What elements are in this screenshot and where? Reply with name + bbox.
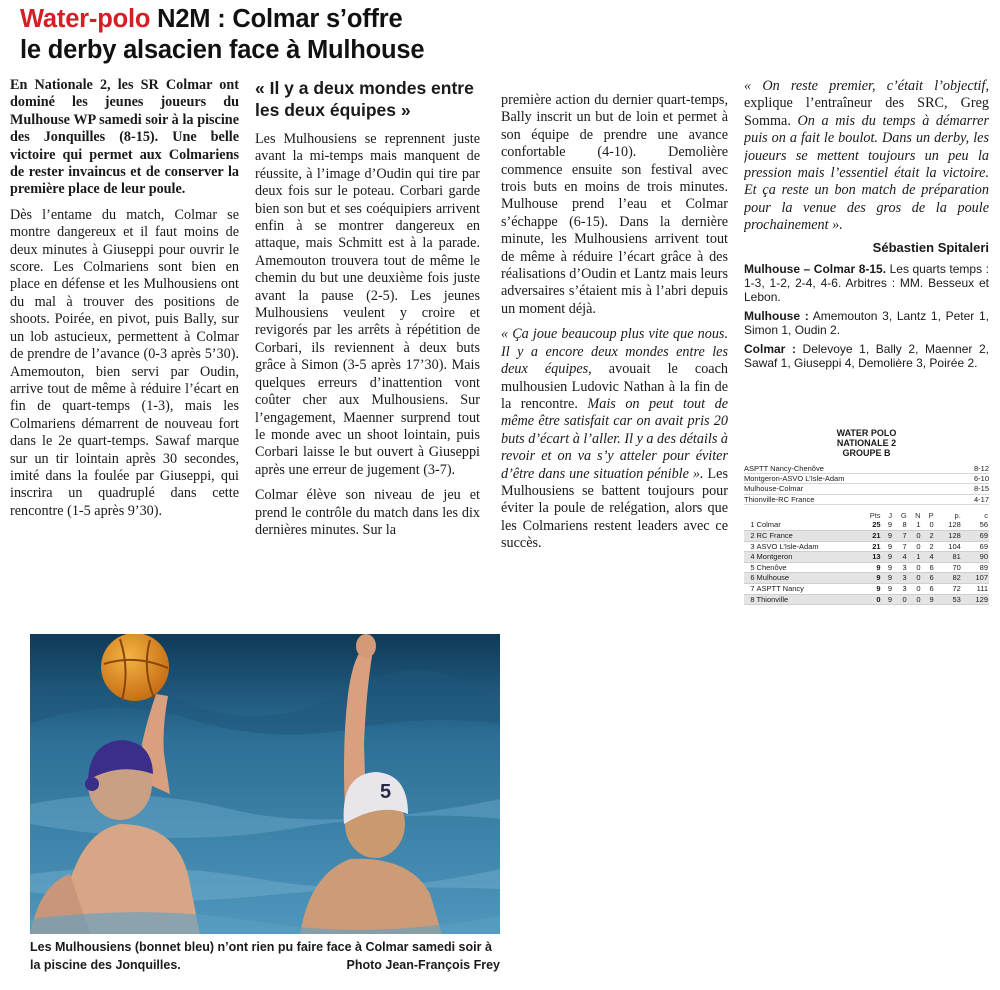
article-paragraph: Colmar élève son niveau de jeu et prend le contrôle du match dans les dix dernières minutes. Sur la <box>255 487 480 538</box>
fixture-score: 6-10 <box>973 474 989 484</box>
standings-pc: 129 <box>962 594 989 605</box>
standings-g: 0 <box>893 594 908 605</box>
standings-team: RC France <box>756 531 858 542</box>
quote-attribution: avouait le coach mulhousien Ludovic Nathan à la fin de la rencontre. <box>501 361 728 412</box>
photo-illustration <box>30 634 500 934</box>
water-polo-photo <box>30 634 500 934</box>
standings-pc: 69 <box>962 541 989 552</box>
standings-n: 1 <box>908 552 922 563</box>
standings-j: 9 <box>882 583 894 594</box>
standings-row <box>744 573 989 584</box>
standings-n: 0 <box>908 583 922 594</box>
author-byline: Sébastien Spitaleri <box>872 239 989 255</box>
standings-p: 2 <box>922 531 935 542</box>
standings-pf: 104 <box>935 541 962 552</box>
article-lead: En Nationale 2, les SR Colmar ont dominé les jeunes joueurs du Mulhouse WP samedi soir à la piscine des Jonquilles (8-15). Une belle victoire qui permet aux Colmariens de rester invaincus et de conserver la première place de leur poule. <box>10 77 239 198</box>
standings-g: 3 <box>893 562 908 573</box>
standings-j: 9 <box>882 552 894 563</box>
article-column-2 <box>255 77 480 539</box>
standings-header-row <box>744 511 989 521</box>
match-results <box>744 262 989 370</box>
standings-pc: 107 <box>962 573 989 584</box>
match-details: Les quarts temps : 1-3, 1-2, 2-4, 4-6. Arbitres : MM. Besseux et Lebon. <box>744 262 989 305</box>
standings-rank: 6 <box>744 573 756 584</box>
fixture-match: Montgeron-ASVO L’Isle-Adam <box>744 474 845 484</box>
standings-rank: 8 <box>744 594 756 605</box>
standings-n: 0 <box>908 562 922 573</box>
colmar-scorers-list: Delevoye 1, Bally 2, Maenner 2, Sawaf 1, Giuseppi 4, Demolière 3, Poirée 2. <box>744 342 989 371</box>
fixture-score: 4-17 <box>973 494 989 504</box>
standings-pts: 25 <box>858 520 882 530</box>
mulhouse-scorers <box>744 309 989 337</box>
standings-rank: 1 <box>744 520 756 530</box>
header-p: P <box>928 510 934 520</box>
fixture-row <box>744 474 989 484</box>
standings-pf: 128 <box>935 520 962 530</box>
standings-pc: 90 <box>962 552 989 563</box>
standings-team: Colmar <box>756 520 858 530</box>
standings-pc: 69 <box>962 531 989 542</box>
standings-j: 9 <box>882 573 894 584</box>
scoreboard-sport: WATER POLO <box>836 428 897 438</box>
standings-pc: 111 <box>962 583 989 594</box>
fixture-score: 8-12 <box>973 464 989 473</box>
standings-n: 0 <box>908 594 922 605</box>
article-quote-paragraph <box>744 78 989 235</box>
headline-kicker: Water-polo <box>20 5 151 33</box>
header-pc: c <box>984 510 988 520</box>
standings-pf: 53 <box>935 594 962 605</box>
standings-team: Montgeron <box>756 552 858 563</box>
standings-n: 0 <box>908 541 922 552</box>
match-label: Mulhouse – Colmar 8-15. <box>744 262 887 277</box>
standings-pts: 0 <box>858 594 882 605</box>
header-j: J <box>888 510 893 520</box>
article-paragraph: Dès l’entame du match, Colmar se montre dangereux et il faut moins de deux minutes à Giuseppi pour ouvrir le score. Les Colmariens sont bien en place en défense et les Mulhousiens ont du mal à trouver des positions de shoots. Poirée, en pivot, puis Bally, sur un lob astucieux, permettent à Colmar de prendre de l’avance (0-3 après 5’30). Amemouton, bien servi par Oudin, arrive tout de même à réduire l’écart en fin de quart-temps (1-3), mais les Colmariens démarrent de nouveau fort dans le 2e quart-temps. Sawaf marque sur un tir lointain après 30 secondes, imité dans la foulée par Giuseppi, qui inscrira un quadruplé dans cette rencontre (1-5 après 9’30). <box>10 206 239 519</box>
scoreboard-group: GROUPE B <box>842 448 891 458</box>
standings-j: 9 <box>882 531 894 542</box>
cap-number: 5 <box>380 781 392 803</box>
standings-pf: 82 <box>935 573 962 584</box>
standings-team: Thionville <box>756 594 858 605</box>
standings-pf: 128 <box>935 531 962 542</box>
standings-pts: 21 <box>858 531 882 542</box>
standings-row <box>744 562 989 573</box>
fixture-row <box>744 464 989 474</box>
article-quote-paragraph <box>501 326 728 552</box>
standings-table <box>744 511 989 605</box>
article-column-4 <box>744 78 989 370</box>
mulhouse-scorers-list: Amemouton 3, Lantz 1, Peter 1, Simon 1, Oudin 2. <box>744 309 989 338</box>
standings-p: 4 <box>922 552 935 563</box>
standings-g: 4 <box>893 552 908 563</box>
standings-g: 3 <box>893 583 908 594</box>
match-summary <box>744 262 989 304</box>
standings-p: 0 <box>922 520 935 530</box>
standings-p: 6 <box>922 562 935 573</box>
colmar-scorers <box>744 342 989 370</box>
fixture-match: ASPTT Nancy-Chenôve <box>744 464 824 473</box>
article-column-3 <box>501 92 728 553</box>
scoreboard-division: NATIONALE 2 <box>836 438 897 448</box>
standings-rank: 5 <box>744 562 756 573</box>
header-n: N <box>915 510 921 520</box>
article-text: Les Mulhousiens se battent toujours pour éviter la poule de relégation, alors que les Colmariens restent leaders avec ce succès. <box>501 465 728 552</box>
fixture-score: 8-15 <box>973 484 989 494</box>
standings-g: 7 <box>893 531 908 542</box>
header-pts: Pts <box>869 510 881 520</box>
standings-pts: 9 <box>858 562 882 573</box>
fixture-match: Thionville-RC France <box>744 494 815 504</box>
standings-n: 0 <box>908 531 922 542</box>
article-column-1 <box>10 77 239 520</box>
standings-p: 9 <box>922 594 935 605</box>
fixture-row <box>744 484 989 494</box>
standings-p: 6 <box>922 573 935 584</box>
header-pf: p. <box>954 510 961 520</box>
headline-title-line2: le derby alsacien face à Mulhouse <box>20 36 425 64</box>
standings-pf: 81 <box>935 552 962 563</box>
photo-credit: Photo Jean-François Frey <box>346 957 500 972</box>
standings-pf: 72 <box>935 583 962 594</box>
standings-row <box>744 531 989 542</box>
standings-row <box>744 552 989 563</box>
article-paragraph: Les Mulhousiens se reprennent juste avant la mi-temps mais manquent de réussite, à l’image d’Oudin qui tire par deux fois sur le poteau. Corbari garde bien son but et ses coéquipiers arrivent enfin à se montrer dangereux en attaque, mais Schmitt est à la parade. Amemouton trouvera tout de même le chemin du but une deuxième fois juste avant la pause (2-5). Les jeunes Mulhousiens veulent y croire et revigorés par les arrêts à répétition de Corbari, ils reviennent à deux buts grâce à Simon (3-5 après 17’30). Mais quelques erreurs d’inattention vont coûter cher aux Mulhousiens. Sur l’engagement, Maenner surprend tout le monde avec un shoot lointain, puis Corbari laisse le but ouvert à Giuseppi après une erreur de jugement (3-7). <box>255 131 480 478</box>
standings-pc: 56 <box>962 520 989 530</box>
standings-pts: 21 <box>858 541 882 552</box>
fixture-row <box>744 495 989 505</box>
standings-g: 8 <box>893 520 908 530</box>
standings-j: 9 <box>882 594 894 605</box>
standings-row <box>744 520 989 530</box>
header-g: G <box>900 510 907 520</box>
standings-g: 7 <box>893 541 908 552</box>
ball <box>101 634 169 701</box>
standings-rank: 3 <box>744 541 756 552</box>
standings-row <box>744 583 989 594</box>
headline <box>20 4 424 66</box>
photo-caption <box>30 939 500 974</box>
quote-text: « On reste premier, c’était l’objectif, <box>744 78 989 94</box>
quote-text: « Ça joue beaucoup plus vite que nous. Il y a encore deux mondes entre les deux équipes, <box>501 326 728 378</box>
fixture-match: Mulhouse-Colmar <box>744 484 804 494</box>
standings-rank: 4 <box>744 552 756 563</box>
quote-text: Mais on peut tout de même être satisfait car on avait pris 20 buts d’écart à l’aller. Il y a des détails à revoir et on va s’y atteler pour éviter d’être dans une situation pénible ». <box>501 395 728 482</box>
headline-title-line1: N2M : Colmar s’offre <box>157 5 403 33</box>
standings-pts: 9 <box>858 583 882 594</box>
standings-team: ASPTT Nancy <box>756 583 858 594</box>
fixtures-list <box>744 464 989 505</box>
standings-p: 2 <box>922 541 935 552</box>
standings-row <box>744 594 989 605</box>
standings-pc: 89 <box>962 562 989 573</box>
standings-rank: 2 <box>744 531 756 542</box>
standings-pts: 9 <box>858 573 882 584</box>
standings-j: 9 <box>882 562 894 573</box>
colmar-label: Colmar : <box>744 342 796 357</box>
standings-n: 0 <box>908 573 922 584</box>
standings-team: ASVO L’Isle-Adam <box>756 541 858 552</box>
standings-j: 9 <box>882 541 894 552</box>
standings-row <box>744 541 989 552</box>
standings-pts: 13 <box>858 552 882 563</box>
standings-team: Chenôve <box>756 562 858 573</box>
standings-team: Mulhouse <box>756 573 858 584</box>
article-subhead: « Il y a deux mondes entre les deux équipes » <box>255 78 474 120</box>
standings-rank: 7 <box>744 583 756 594</box>
standings-pf: 70 <box>935 562 962 573</box>
scoreboard <box>744 428 989 605</box>
standings-body <box>744 520 989 604</box>
quote-text: On a mis du temps à démarrer puis on a fait le boulot. Dans un derby, les joueurs se mettent toujours un peu la pression mais l’essentiel était la victoire. Et ça reste un bon match de préparation pour la venue des gros de la poule prochainement ». <box>744 112 989 234</box>
standings-g: 3 <box>893 573 908 584</box>
quote-attribution: explique l’entraîneur des SRC, Greg Somma. <box>744 95 989 129</box>
standings-p: 6 <box>922 583 935 594</box>
standings-j: 9 <box>882 520 894 530</box>
caption-text: Les Mulhousiens (bonnet bleu) n’ont rien pu faire face à Colmar samedi soir à la piscine des Jonquilles. <box>30 940 492 972</box>
article-paragraph: première action du dernier quart-temps, Bally inscrit un but de loin et permet à son équipe de prendre une avance confortable (4-10). Demolière commence ensuite son festival avec trois buts en moins de trois minutes. Mulhouse prend l’eau et Colmar s’échappe (6-15). Dans la dernière minute, les Mulhousiens arrivent tout de même à réduire l’écart grâce à des réalisations d’Oudin et Lantz mais leurs adversaires s’étaient mis à l’abri depuis un moment déjà. <box>501 92 728 317</box>
standings-n: 1 <box>908 520 922 530</box>
mulhouse-label: Mulhouse : <box>744 309 809 324</box>
